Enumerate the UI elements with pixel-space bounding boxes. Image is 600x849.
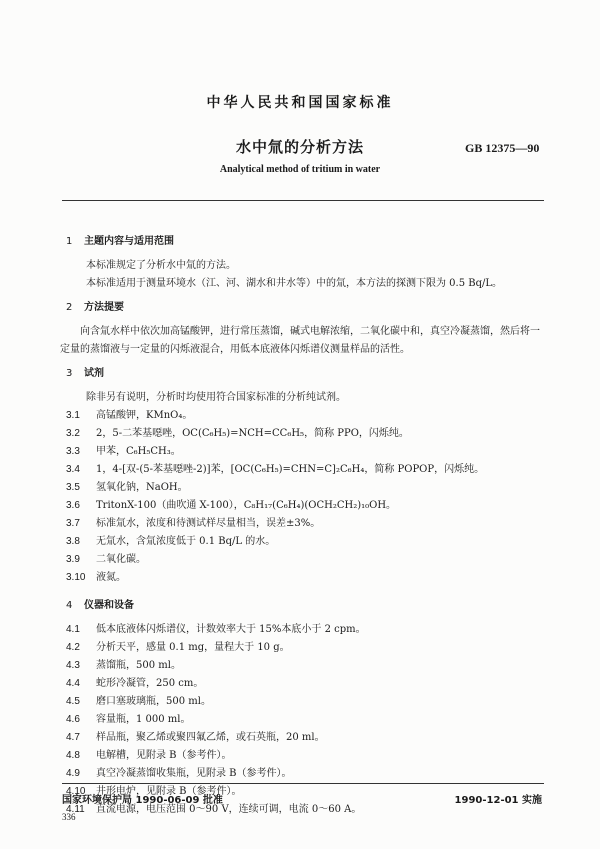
list-item <box>66 657 546 675</box>
list-item <box>66 639 546 657</box>
item-text: 2，5-二苯基噁唑，OC(C₆H₅)=NCH=CC₆H₅，简称 PPO，闪烁纯。 <box>96 428 409 439</box>
item-number: 4.3 <box>66 660 80 671</box>
item-number: 3.4 <box>66 464 80 475</box>
approval-date: 国家环境保护局 1990-06-09 批准 <box>62 795 223 806</box>
item-number: 4.9 <box>66 768 80 779</box>
english-title: Analytical method of tritium in water <box>219 164 381 175</box>
item-number: 3.3 <box>66 446 80 457</box>
list-item <box>66 497 546 515</box>
item-text: 蒸馏瓶，500 ml。 <box>96 660 181 671</box>
item-number: 3.7 <box>66 518 80 529</box>
item-text: TritonX-100（曲吹通 X-100），C₈H₁₇(C₆H₄)(OCH₂CH₂)₁₀OH。 <box>96 500 397 511</box>
list-item <box>66 461 546 479</box>
item-text: 电解槽，见附录 B（参考件）。 <box>96 750 232 761</box>
list-item <box>66 765 546 783</box>
item-text: 磨口塞玻璃瓶，500 ml。 <box>96 696 211 707</box>
item-text: 甲苯，C₆H₅CH₃。 <box>96 446 181 457</box>
item-text: 氢氧化钠，NaOH。 <box>96 482 188 493</box>
item-number: 4.5 <box>66 696 80 707</box>
item-number: 4.4 <box>66 678 80 689</box>
item-number: 4.1 <box>66 624 80 635</box>
item-number: 4.7 <box>66 732 80 743</box>
header-divider <box>62 200 544 201</box>
item-text: 液氮。 <box>96 572 126 583</box>
list-item <box>66 693 546 711</box>
document-title: 水中氚的分析方法 <box>235 138 364 156</box>
item-number: 3.8 <box>66 536 80 547</box>
item-number: 3.6 <box>66 500 80 511</box>
item-text: 蛇形冷凝管，250 cm。 <box>96 678 204 689</box>
item-number: 3.1 <box>66 410 80 421</box>
paragraph: 本标准适用于测量环境水（江、河、湖水和井水等）中的氚，本方法的探测下限为 0.5 Bq/L。 <box>86 278 503 289</box>
list-item <box>66 711 546 729</box>
page-number: 336 <box>62 812 76 822</box>
document-body <box>60 233 546 819</box>
item-number: 3.2 <box>66 428 80 439</box>
item-text: 真空冷凝蒸馏收集瓶，见附录 B（参考件）。 <box>96 768 292 779</box>
item-text: 分析天平，感量 0.1 mg，量程大于 10 g。 <box>96 642 290 653</box>
section-heading: 1 主题内容与适用范围 <box>66 236 174 247</box>
item-text: 高锰酸钾，KMnO₄。 <box>96 410 193 421</box>
section-heading: 2 方法提要 <box>66 302 124 313</box>
item-number: 4.6 <box>66 714 80 725</box>
footer-divider <box>62 783 544 784</box>
effective-date: 1990-12-01 实施 <box>454 795 542 806</box>
list-item <box>66 569 546 587</box>
list-item <box>66 533 546 551</box>
item-text: 二氧化碳。 <box>96 554 146 565</box>
paragraph: 向含氚水样中依次加高锰酸钾，进行常压蒸馏，碱式电解浓缩，二氧化碳中和，真空冷凝蒸馏，然后将一定量的蒸馏液与一定量的闪烁液混合，用低本底液体闪烁谱仪测量样品的活性。 <box>60 326 540 355</box>
paragraph: 本标准规定了分析水中氚的方法。 <box>86 260 236 271</box>
list-item <box>66 551 546 569</box>
item-text: 低本底液体闪烁谱仪，计数效率大于 15%本底小于 2 cpm。 <box>96 624 366 635</box>
list-item <box>66 425 546 443</box>
list-item <box>66 479 546 497</box>
item-text: 无氚水，含氚浓度低于 0.1 Bq/L 的水。 <box>96 536 276 547</box>
standard-name: 中华人民共和国国家标准 <box>206 95 394 111</box>
item-number: 3.10 <box>66 572 86 583</box>
item-number: 4.10 <box>66 786 86 797</box>
item-text: 1，4-[双-(5-苯基噁唑-2)]苯，[OC(C₆H₅)=CHN=C]₂C₆H₄，简称 POPOP，闪烁纯。 <box>96 464 485 475</box>
list-item <box>66 621 546 639</box>
section-heading: 4 仪器和设备 <box>66 600 134 611</box>
item-number: 4.2 <box>66 642 80 653</box>
list-item <box>66 407 546 425</box>
item-number: 3.9 <box>66 554 80 565</box>
paragraph: 除非另有说明，分析时均使用符合国家标准的分析纯试剂。 <box>86 392 346 403</box>
item-text: 井形电炉，见附录 B（参考件）。 <box>96 786 242 797</box>
list-item <box>66 675 546 693</box>
item-text: 标准氚水，浓度和待测试样尽量相当，误差±3%。 <box>96 518 321 529</box>
item-text: 样品瓶，聚乙烯或聚四氟乙烯，或石英瓶，20 ml。 <box>96 732 325 743</box>
item-text: 容量瓶，1 000 ml。 <box>96 714 191 725</box>
list-item <box>66 515 546 533</box>
list-item <box>66 443 546 461</box>
item-text: 直流电源，电压范围 0～90 V，连续可调，电流 0～60 A。 <box>96 804 362 815</box>
list-item <box>66 747 546 765</box>
item-number: 4.8 <box>66 750 80 761</box>
item-number: 3.5 <box>66 482 80 493</box>
list-item <box>66 729 546 747</box>
item-number: 4.11 <box>66 804 85 815</box>
standard-code: GB 12375—90 <box>465 141 540 155</box>
section-heading: 3 试剂 <box>66 368 104 379</box>
